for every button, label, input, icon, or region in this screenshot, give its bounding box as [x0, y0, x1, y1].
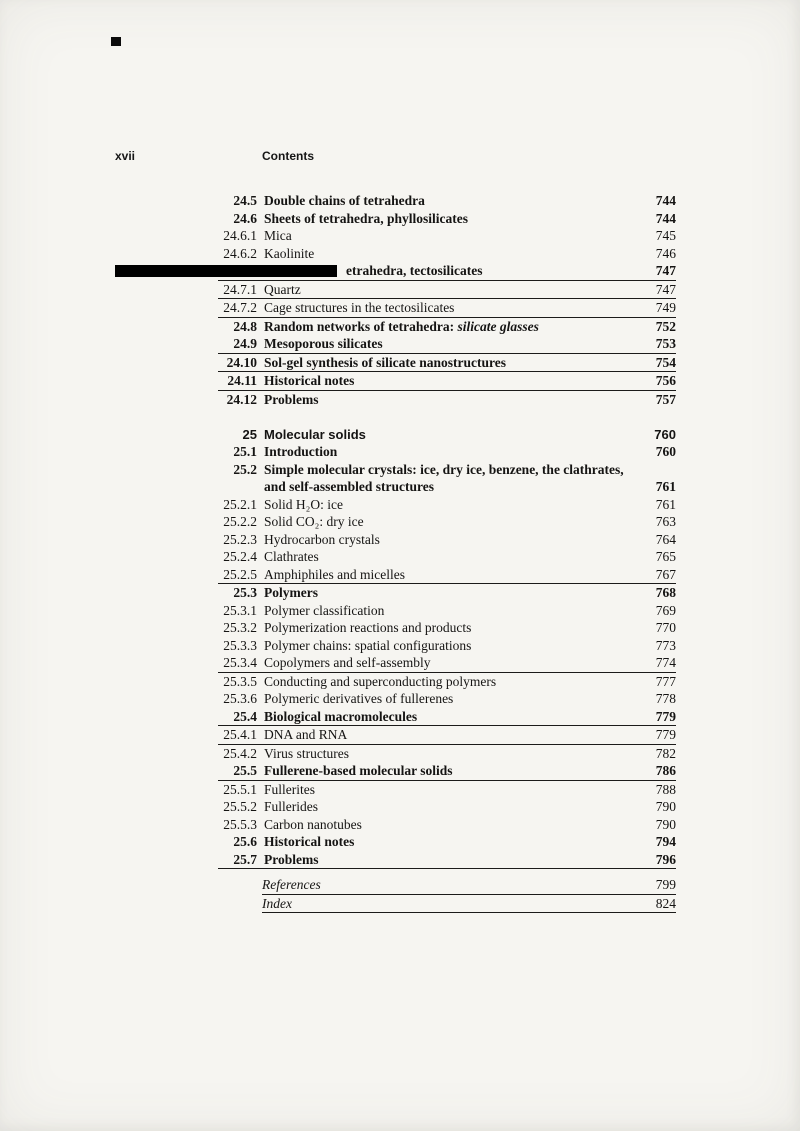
section-number: 25	[242, 426, 257, 442]
section-title: etrahedra, tectosilicates	[346, 263, 483, 278]
toc-row	[218, 372, 676, 391]
backmatter-row	[262, 876, 676, 895]
page-ref: 760	[654, 426, 676, 442]
toc-row	[218, 192, 676, 210]
page-ref: 778	[655, 691, 676, 706]
section-title: Polymer classification	[264, 602, 385, 618]
section-number: 25.5.1	[223, 781, 257, 797]
toc-row	[218, 602, 676, 620]
section-title: Molecular solids	[264, 426, 366, 442]
section-title-line2: and self-assembled structures	[264, 479, 434, 494]
section-number: 24.8	[233, 318, 257, 334]
section-title: Introduction	[264, 444, 338, 459]
section-title: Solid H₂O: ice	[264, 496, 343, 512]
section-number: 24.5	[233, 193, 257, 208]
folio-page-number: xvii	[115, 149, 136, 163]
section-number: 25.6	[233, 834, 257, 849]
toc-row	[218, 210, 676, 228]
toc-row	[218, 690, 676, 708]
section-number: 24.9	[233, 336, 257, 351]
page-ref: 761	[655, 479, 676, 494]
section-title: Virus structures	[264, 745, 350, 761]
page-ref: 774	[655, 655, 676, 670]
page-ref: 747	[655, 281, 676, 297]
section-number: 25.2.5	[223, 566, 257, 582]
section-title: Fullerides	[264, 799, 318, 814]
section-number: 25.5	[233, 763, 257, 778]
page-ref: 747	[655, 263, 676, 278]
section-number: 25.3.4	[223, 655, 257, 670]
section-title: Carbon nanotubes	[264, 816, 362, 832]
section-title: Problems	[264, 851, 319, 867]
toc-row	[218, 654, 676, 673]
backmatter-list	[262, 876, 676, 913]
section-title: Sol-gel synthesis of silicate nanostructures	[264, 354, 506, 370]
toc-row	[218, 566, 676, 585]
toc-row	[218, 708, 676, 727]
page-ref: 796	[655, 851, 676, 867]
toc-row	[218, 816, 676, 834]
section-number: 24.12	[226, 391, 257, 407]
section-number: 25.5.2	[223, 799, 257, 814]
page-ref: 756	[655, 373, 676, 388]
toc-chapter-row	[218, 426, 676, 444]
toc-row	[218, 496, 676, 514]
page-ref: 765	[655, 549, 676, 564]
section-title: Hydrocarbon crystals	[264, 531, 380, 547]
page-ref: 777	[655, 673, 676, 689]
page-ref: 779	[655, 727, 676, 742]
running-head: Contents	[262, 149, 314, 163]
toc-row	[218, 833, 676, 851]
section-title: Biological macromolecules	[264, 708, 418, 724]
page-ref: 782	[655, 745, 676, 761]
section-number: 25.3.6	[223, 691, 257, 706]
page-ref: 799	[655, 877, 676, 892]
section-number: 25.5.3	[223, 816, 257, 832]
page-ref: 746	[655, 245, 676, 261]
section-title: Double chains of tetrahedra	[264, 193, 425, 208]
section-title: Historical notes	[264, 834, 355, 849]
section-number: 25.3.5	[223, 673, 257, 689]
section-number: 25.4.2	[223, 745, 257, 761]
backmatter-title: Index	[262, 895, 292, 911]
page-ref: 749	[655, 300, 676, 315]
scan-artifact-square	[111, 37, 121, 46]
page-ref: 768	[655, 585, 676, 600]
toc-row	[218, 851, 676, 870]
toc-row	[218, 781, 676, 799]
section-number: 25.3	[233, 585, 257, 600]
section-number: 25.3.1	[223, 602, 257, 618]
section-title: Polymeric derivatives of fullerenes	[264, 691, 454, 706]
section-title: DNA and RNA	[264, 727, 348, 742]
toc-row	[218, 584, 676, 602]
section-title: Cage structures in the tectosilicates	[264, 300, 455, 315]
section-title: Solid CO₂: dry ice	[264, 514, 364, 529]
page-ref: 773	[655, 637, 676, 653]
section-number: 24.6.2	[223, 245, 257, 261]
section-title: Sheets of tetrahedra, phyllosilicates	[264, 210, 468, 226]
section-title-italic: silicate glasses	[457, 318, 539, 334]
section-title: Simple molecular crystals: ice, dry ice, benzene, the clathrates, and self-assembled structures	[264, 461, 624, 494]
page-ref: 752	[655, 318, 676, 334]
backmatter-row	[262, 895, 676, 914]
page-ref: 745	[655, 228, 676, 243]
section-number: 24.6.1	[223, 228, 257, 243]
section-title: Polymer chains: spatial configurations	[264, 637, 472, 653]
toc-row	[218, 637, 676, 655]
toc-row	[218, 513, 676, 531]
redaction-bar	[115, 265, 337, 277]
section-number: 25.2.2	[223, 514, 257, 529]
toc-row	[218, 461, 676, 496]
page-ref: 760	[655, 444, 676, 459]
page-ref: 753	[655, 336, 676, 351]
toc-section-gap	[218, 408, 676, 426]
section-number: 24.10	[226, 354, 257, 370]
toc-row	[218, 798, 676, 816]
toc-row	[218, 354, 676, 373]
toc-row	[218, 745, 676, 763]
page-ref: 770	[655, 620, 676, 635]
toc-row	[218, 245, 676, 263]
section-number: 25.3.3	[223, 637, 257, 653]
section-number: 25.4	[233, 708, 257, 724]
page-ref: 824	[655, 895, 676, 911]
page-ref: 790	[655, 816, 676, 832]
toc-row	[218, 335, 676, 354]
section-title: Random networks of tetrahedra: silicate glasses	[264, 318, 539, 334]
page-ref: 790	[655, 799, 676, 814]
page-ref: 757	[655, 391, 676, 407]
toc-row	[218, 262, 676, 281]
backmatter-title: References	[262, 877, 321, 892]
page-ref: 786	[655, 763, 676, 778]
toc-list	[218, 192, 676, 869]
section-title: Mica	[264, 228, 292, 243]
toc-row	[218, 531, 676, 549]
section-title: Problems	[264, 391, 319, 407]
page-ref: 767	[655, 566, 676, 582]
toc-row	[218, 318, 676, 336]
section-number: 25.2	[233, 461, 257, 477]
section-number: 24.7.2	[223, 300, 257, 315]
toc-row	[218, 548, 676, 566]
page-ref: 769	[655, 602, 676, 618]
toc-row	[218, 227, 676, 245]
toc-row	[218, 391, 676, 409]
section-number: 25.2.4	[223, 549, 257, 564]
section-title: Clathrates	[264, 549, 319, 564]
section-title: Polymerization reactions and products	[264, 620, 472, 635]
section-number: 25.2.1	[223, 496, 257, 512]
page-ref: 763	[655, 514, 676, 529]
section-number: 25.7	[233, 851, 257, 867]
section-number: 24.7.1	[223, 281, 257, 297]
toc-row	[218, 619, 676, 637]
toc-row	[218, 726, 676, 745]
page-ref: 744	[655, 193, 676, 208]
section-title: Fullerene-based molecular solids	[264, 763, 453, 778]
page-ref: 764	[655, 531, 676, 547]
page-ref: 779	[655, 708, 676, 724]
section-number: 24.6	[233, 210, 257, 226]
section-number: 25.2.3	[223, 531, 257, 547]
page-ref: 761	[655, 496, 676, 512]
section-title: Kaolinite	[264, 245, 315, 261]
section-title: Mesoporous silicates	[264, 336, 383, 351]
toc-row	[218, 299, 676, 318]
section-title: Fullerites	[264, 781, 315, 797]
section-title: Historical notes	[264, 373, 355, 388]
page-ref: 794	[655, 834, 676, 849]
section-number: 25.4.1	[223, 727, 257, 742]
section-number: 25.1	[233, 444, 257, 459]
page-ref: 744	[655, 210, 676, 226]
section-title: Quartz	[264, 281, 301, 297]
page-ref: 754	[655, 354, 676, 370]
toc-row	[218, 762, 676, 781]
section-number: 24.11	[227, 373, 257, 388]
section-title: Amphiphiles and micelles	[264, 566, 405, 582]
section-number: 25.3.2	[223, 620, 257, 635]
toc-row	[218, 443, 676, 461]
toc-row	[218, 673, 676, 691]
toc-row	[218, 281, 676, 300]
section-title: Conducting and superconducting polymers	[264, 673, 497, 689]
section-title: Copolymers and self-assembly	[264, 655, 431, 670]
section-title: Polymers	[264, 585, 318, 600]
page-ref: 788	[655, 781, 676, 797]
